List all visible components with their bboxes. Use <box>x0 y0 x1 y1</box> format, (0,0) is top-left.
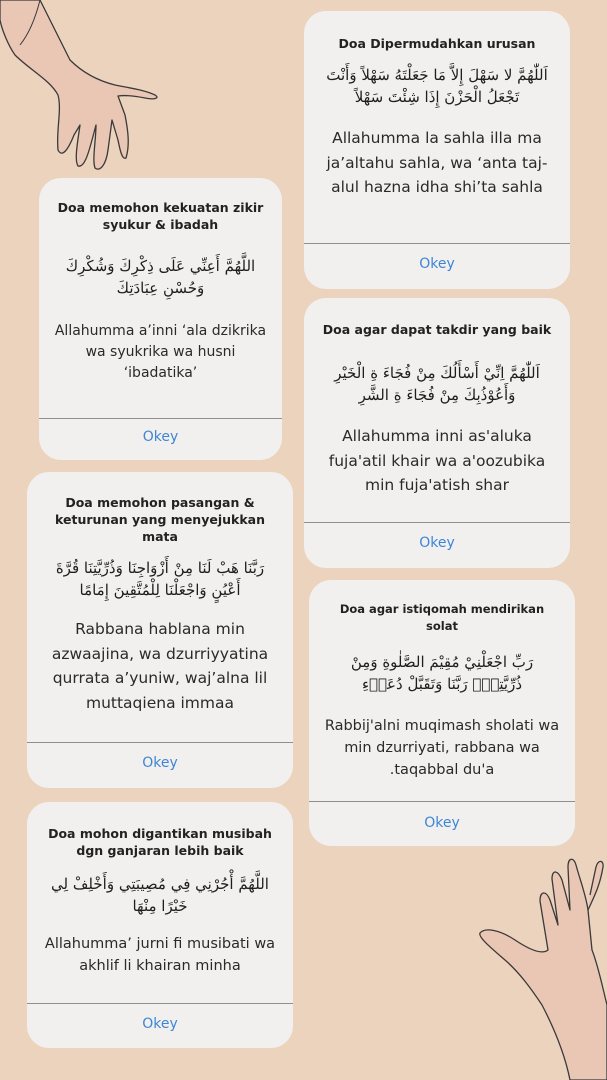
card-divider <box>304 522 570 523</box>
dua-card-dipermudahkan-urusan <box>304 11 570 289</box>
okey-button[interactable]: Okey <box>419 535 455 551</box>
dua-title: Doa agar dapat takdir yang baik <box>322 322 552 337</box>
dua-arabic-text: رَبَّنَا هَبْ لَنَا مِنْ أَزْوَاجِنَا وَذُرِّيَّتِنَا قُرَّةَ أَعْيُنٍ وَاجْعَلْنَا لِلْمُتَّقِينَ إِمَامًا <box>55 559 265 599</box>
dua-transliteration: Allahumma inni as'aluka fuja'atil khair wa a'oozubika min fuja'atish shar <box>328 427 546 494</box>
dua-arabic-text: اللَّهُمَّ أَعِنِّي عَلَى ذِكْرِكَ وَشُكْرِكَ وَحُسْنِ عِبَادَتِكَ <box>65 257 256 297</box>
okey-button[interactable]: Okey <box>142 1016 178 1032</box>
card-divider <box>27 1003 293 1004</box>
reaching-hand-bottom-illustration <box>470 855 607 1080</box>
dua-card-istiqomah-solat <box>309 580 575 846</box>
dua-card-pasangan-keturunan <box>27 472 293 788</box>
card-divider <box>309 801 575 802</box>
dua-card-takdir-baik <box>304 298 570 568</box>
okey-button[interactable]: Okey <box>424 815 460 831</box>
dua-arabic-text: اَللّٰهُمَّ لا سَهْلَ إِلاَّ مَا جَعَلْتَهُ سَهْلاً وَأَنْتَ تَجْعَلُ الْحَزْنَ إِذَا شِئْتَ سَهْلاً <box>326 66 548 106</box>
okey-button[interactable]: Okey <box>142 755 178 771</box>
dua-card-digantikan-musibah <box>27 802 293 1048</box>
dua-title: Doa memohon kekuatan zikir syukur & ibadah <box>57 200 264 232</box>
dua-title: Doa Dipermudahkan urusan <box>338 36 536 51</box>
dua-arabic-text: اَللّٰهُمَّ اِنِّيْ أَسْأَلُكَ مِنْ فُجَاءَ ةِ الْخَيْرِ وَأَعُوْذُبِكَ مِنْ فُجَاءَ ةِ الشَّرِ <box>334 364 540 404</box>
dua-transliteration: Rabbana hablana min azwaajina, wa dzurriyyatina qurrata a’yuniw, waj’alna lil muttaqiena immaa <box>51 620 269 712</box>
dua-title: Doa mohon digantikan musibah dgn ganjaran lebih baik <box>48 826 272 858</box>
dua-title: Doa agar istiqomah mendirikan solat <box>339 602 545 633</box>
dua-arabic-text: رَبِّ اجْعَلْنِيْ مُقِيْمَ الصَّلٰوةِ وَمِنْ ذُرِّيَّتِيْۖ رَبَّنَا وَتَقَبَّلْ دُعَاۤءِ <box>350 653 534 693</box>
card-divider <box>27 742 293 743</box>
okey-button[interactable]: Okey <box>419 256 455 272</box>
dua-transliteration: Rabbij'alni muqimash sholati wa min dzurriyati, rabbana wa .taqabbal du'a <box>324 718 560 778</box>
dua-arabic-text: اللَّهُمَّ أْجُرْنِي فِي مُصِيبَتِي وَأَخْلِفْ لِي خَيْرًا مِنْهَا <box>51 875 269 915</box>
card-divider <box>39 418 282 419</box>
dua-transliteration: Allahumma la sahla illa ma ja’altahu sahla, wa ‘anta taj-alul hazna idha shi’ta sahla <box>326 129 548 196</box>
card-divider <box>304 243 570 244</box>
dua-transliteration: Allahumma a’inni ‘ala dzikrika wa syukrika wa husni ‘ibadatika’ <box>54 323 267 381</box>
okey-button[interactable]: Okey <box>142 429 179 445</box>
dua-transliteration: Allahumma’ jurni fi musibati wa akhlif li khairan minha <box>44 936 276 974</box>
reaching-hand-top-illustration <box>0 0 175 185</box>
dua-card-kekuatan-zikir <box>39 178 282 460</box>
dua-title: Doa memohon pasangan & keturunan yang menyejukkan mata <box>55 495 265 544</box>
